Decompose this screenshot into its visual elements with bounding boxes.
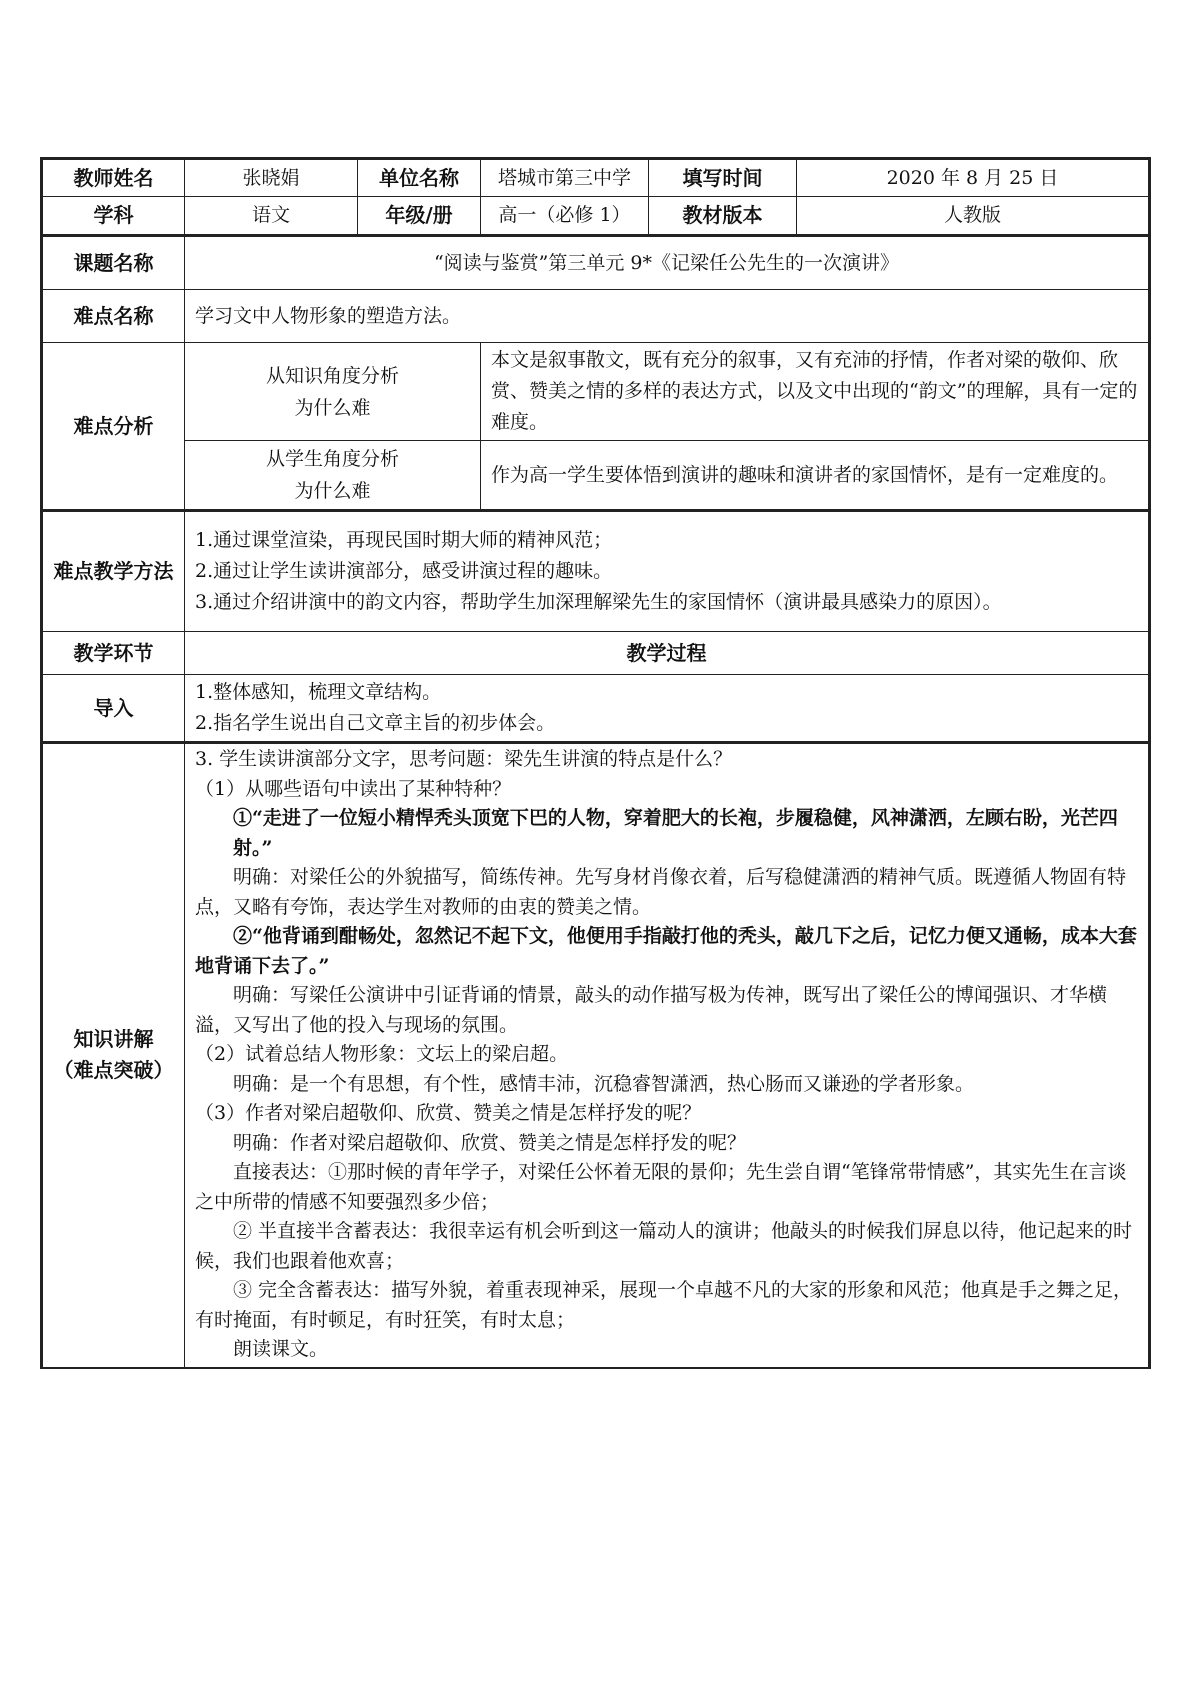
analysis-label: 难点分析	[42, 343, 185, 511]
lesson-plan-table	[40, 157, 1151, 1369]
analysis-knowledge-row	[42, 343, 1150, 441]
unit-value: 塔城市第三中学	[481, 159, 649, 197]
difficulty-row	[42, 290, 1150, 343]
subject-label: 学科	[42, 197, 185, 236]
subject-value: 语文	[185, 197, 358, 236]
knowledge-line-13: ③ 完全含蓄表达：描写外貌，着重表现神采，展现一个卓越不凡的大家的形象和风范；他真是手之舞之足，有时掩面，有时顿足，有时狂笑，有时太息；	[195, 1279, 1133, 1331]
grade-label: 年级/册	[358, 197, 481, 236]
teacher-value: 张晓娟	[185, 159, 358, 197]
analysis-student-label-line-2: 为什么难	[294, 480, 371, 502]
knowledge-line-11: 直接表达：①那时候的青年学子，对梁任公怀着无限的景仰；先生尝自谓“笔锋常带情感”，其实先生在言谈之中所带的情感不知要强烈多少倍；	[195, 1161, 1127, 1213]
knowledge-label	[42, 743, 185, 1368]
analysis-knowledge-label-line-1: 从知识角度分析	[265, 364, 399, 387]
grade-value: 高一（必修 1）	[481, 197, 649, 236]
edition-value: 人教版	[797, 197, 1150, 236]
analysis-student-label	[185, 441, 481, 511]
method-item-2: 2.通过让学生读讲演部分，感受讲演过程的趣味。	[195, 560, 613, 582]
difficulty-label: 难点名称	[42, 290, 185, 343]
knowledge-label-line-2: （难点突破）	[53, 1058, 174, 1083]
knowledge-line-8: 明确：是一个有思想，有个性，感情丰沛，沉稳睿智潇洒，热心肠而又谦逊的学者形象。	[233, 1072, 975, 1095]
analysis-knowledge-text: 本文是叙事散文，既有充分的叙事，又有充沛的抒情，作者对梁的敬仰、欣赏、赞美之情的多样的表达方式，以及文中出现的“韵文”的理解，具有一定的难度。	[481, 343, 1150, 441]
knowledge-label-line-1: 知识讲解	[73, 1027, 154, 1052]
lesson-plan-form	[40, 157, 1148, 1369]
topic-row	[42, 236, 1150, 290]
topic-value: “阅读与鉴赏”第三单元 9*《记梁任公先生的一次演讲》	[185, 236, 1150, 290]
knowledge-line-9: （3）作者对梁启超敬仰、欣赏、赞美之情是怎样抒发的呢？	[195, 1102, 702, 1124]
knowledge-row	[42, 743, 1150, 1368]
intro-label: 导入	[42, 675, 185, 743]
knowledge-line-1: 3. 学生读讲演部分文字，思考问题：梁先生讲演的特点是什么？	[195, 748, 733, 770]
topic-label: 课题名称	[42, 236, 185, 290]
knowledge-quote-2: ②“他背诵到酣畅处，忽然记不起下文，他便用手指敲打他的秃头，敲几下之后，记忆力便又通畅，成本大套地背诵下去了。”	[195, 925, 1137, 977]
date-value: 2020 年 8 月 25 日	[797, 159, 1150, 197]
intro-item-1: 1.整体感知，梳理文章结构。	[195, 681, 442, 703]
method-item-1: 1.通过课堂渲染，再现民国时期大师的精神风范；	[195, 529, 613, 551]
intro-row	[42, 675, 1150, 743]
teacher-label: 教师姓名	[42, 159, 185, 197]
analysis-student-label-line-1: 从学生角度分析	[265, 448, 399, 470]
process-left-header: 教学环节	[42, 632, 185, 675]
method-item-3: 3.通过介绍讲演中的韵文内容，帮助学生加深理解梁先生的家国情怀（演讲最具感染力的原因）。	[195, 591, 1002, 613]
knowledge-line-10: 明确：作者对梁启超敬仰、欣赏、赞美之情是怎样抒发的呢？	[233, 1131, 747, 1154]
edition-label: 教材版本	[649, 197, 797, 236]
knowledge-line-12: ② 半直接半含蓄表达：我很幸运有机会听到这一篇动人的演讲；他敲头的时候我们屏息以待，他记起来的时候，我们也跟着他欢喜；	[195, 1220, 1133, 1272]
difficulty-value: 学习文中人物形象的塑造方法。	[185, 290, 1150, 343]
knowledge-line-4: 明确：对梁任公的外貌描写，简练传神。先写身材肖像衣着，后写稳健潇洒的精神气质。既遵循人物固有特点，又略有夸饰，表达学生对教师的由衷的赞美之情。	[195, 866, 1127, 918]
knowledge-content	[185, 743, 1150, 1368]
analysis-knowledge-label	[185, 343, 481, 441]
knowledge-quote-1: ①“走进了一位短小精悍秃头顶宽下巴的人物，穿着肥大的长袍，步履稳健，风神潇洒，左顾右盼，光芒四射。”	[233, 807, 1118, 859]
analysis-student-text: 作为高一学生要体悟到演讲的趣味和演讲者的家国情怀，是有一定难度的。	[481, 441, 1150, 511]
knowledge-line-14: 朗读课文。	[233, 1338, 329, 1360]
date-label: 填写时间	[649, 159, 797, 197]
intro-content	[185, 675, 1150, 743]
knowledge-line-7: （2）试着总结人物形象：文坛上的梁启超。	[195, 1043, 569, 1065]
intro-item-2: 2.指名学生说出自己文章主旨的初步体会。	[195, 712, 556, 734]
header-row-2	[42, 197, 1150, 236]
knowledge-line-6: 明确：写梁任公演讲中引证背诵的情景，敲头的动作描写极为传神，既写出了梁任公的博闻强识、才华横溢，又写出了他的投入与现场的氛围。	[195, 984, 1108, 1036]
knowledge-line-2: （1）从哪些语句中读出了某种特种？	[195, 777, 512, 800]
process-header-row	[42, 632, 1150, 675]
analysis-knowledge-label-line-2: 为什么难	[294, 396, 371, 419]
analysis-student-row	[42, 441, 1150, 511]
process-right-header: 教学过程	[185, 632, 1150, 675]
method-row	[42, 511, 1150, 632]
method-content	[185, 511, 1150, 632]
method-label: 难点教学方法	[42, 511, 185, 632]
header-row-1	[42, 159, 1150, 197]
unit-label: 单位名称	[358, 159, 481, 197]
